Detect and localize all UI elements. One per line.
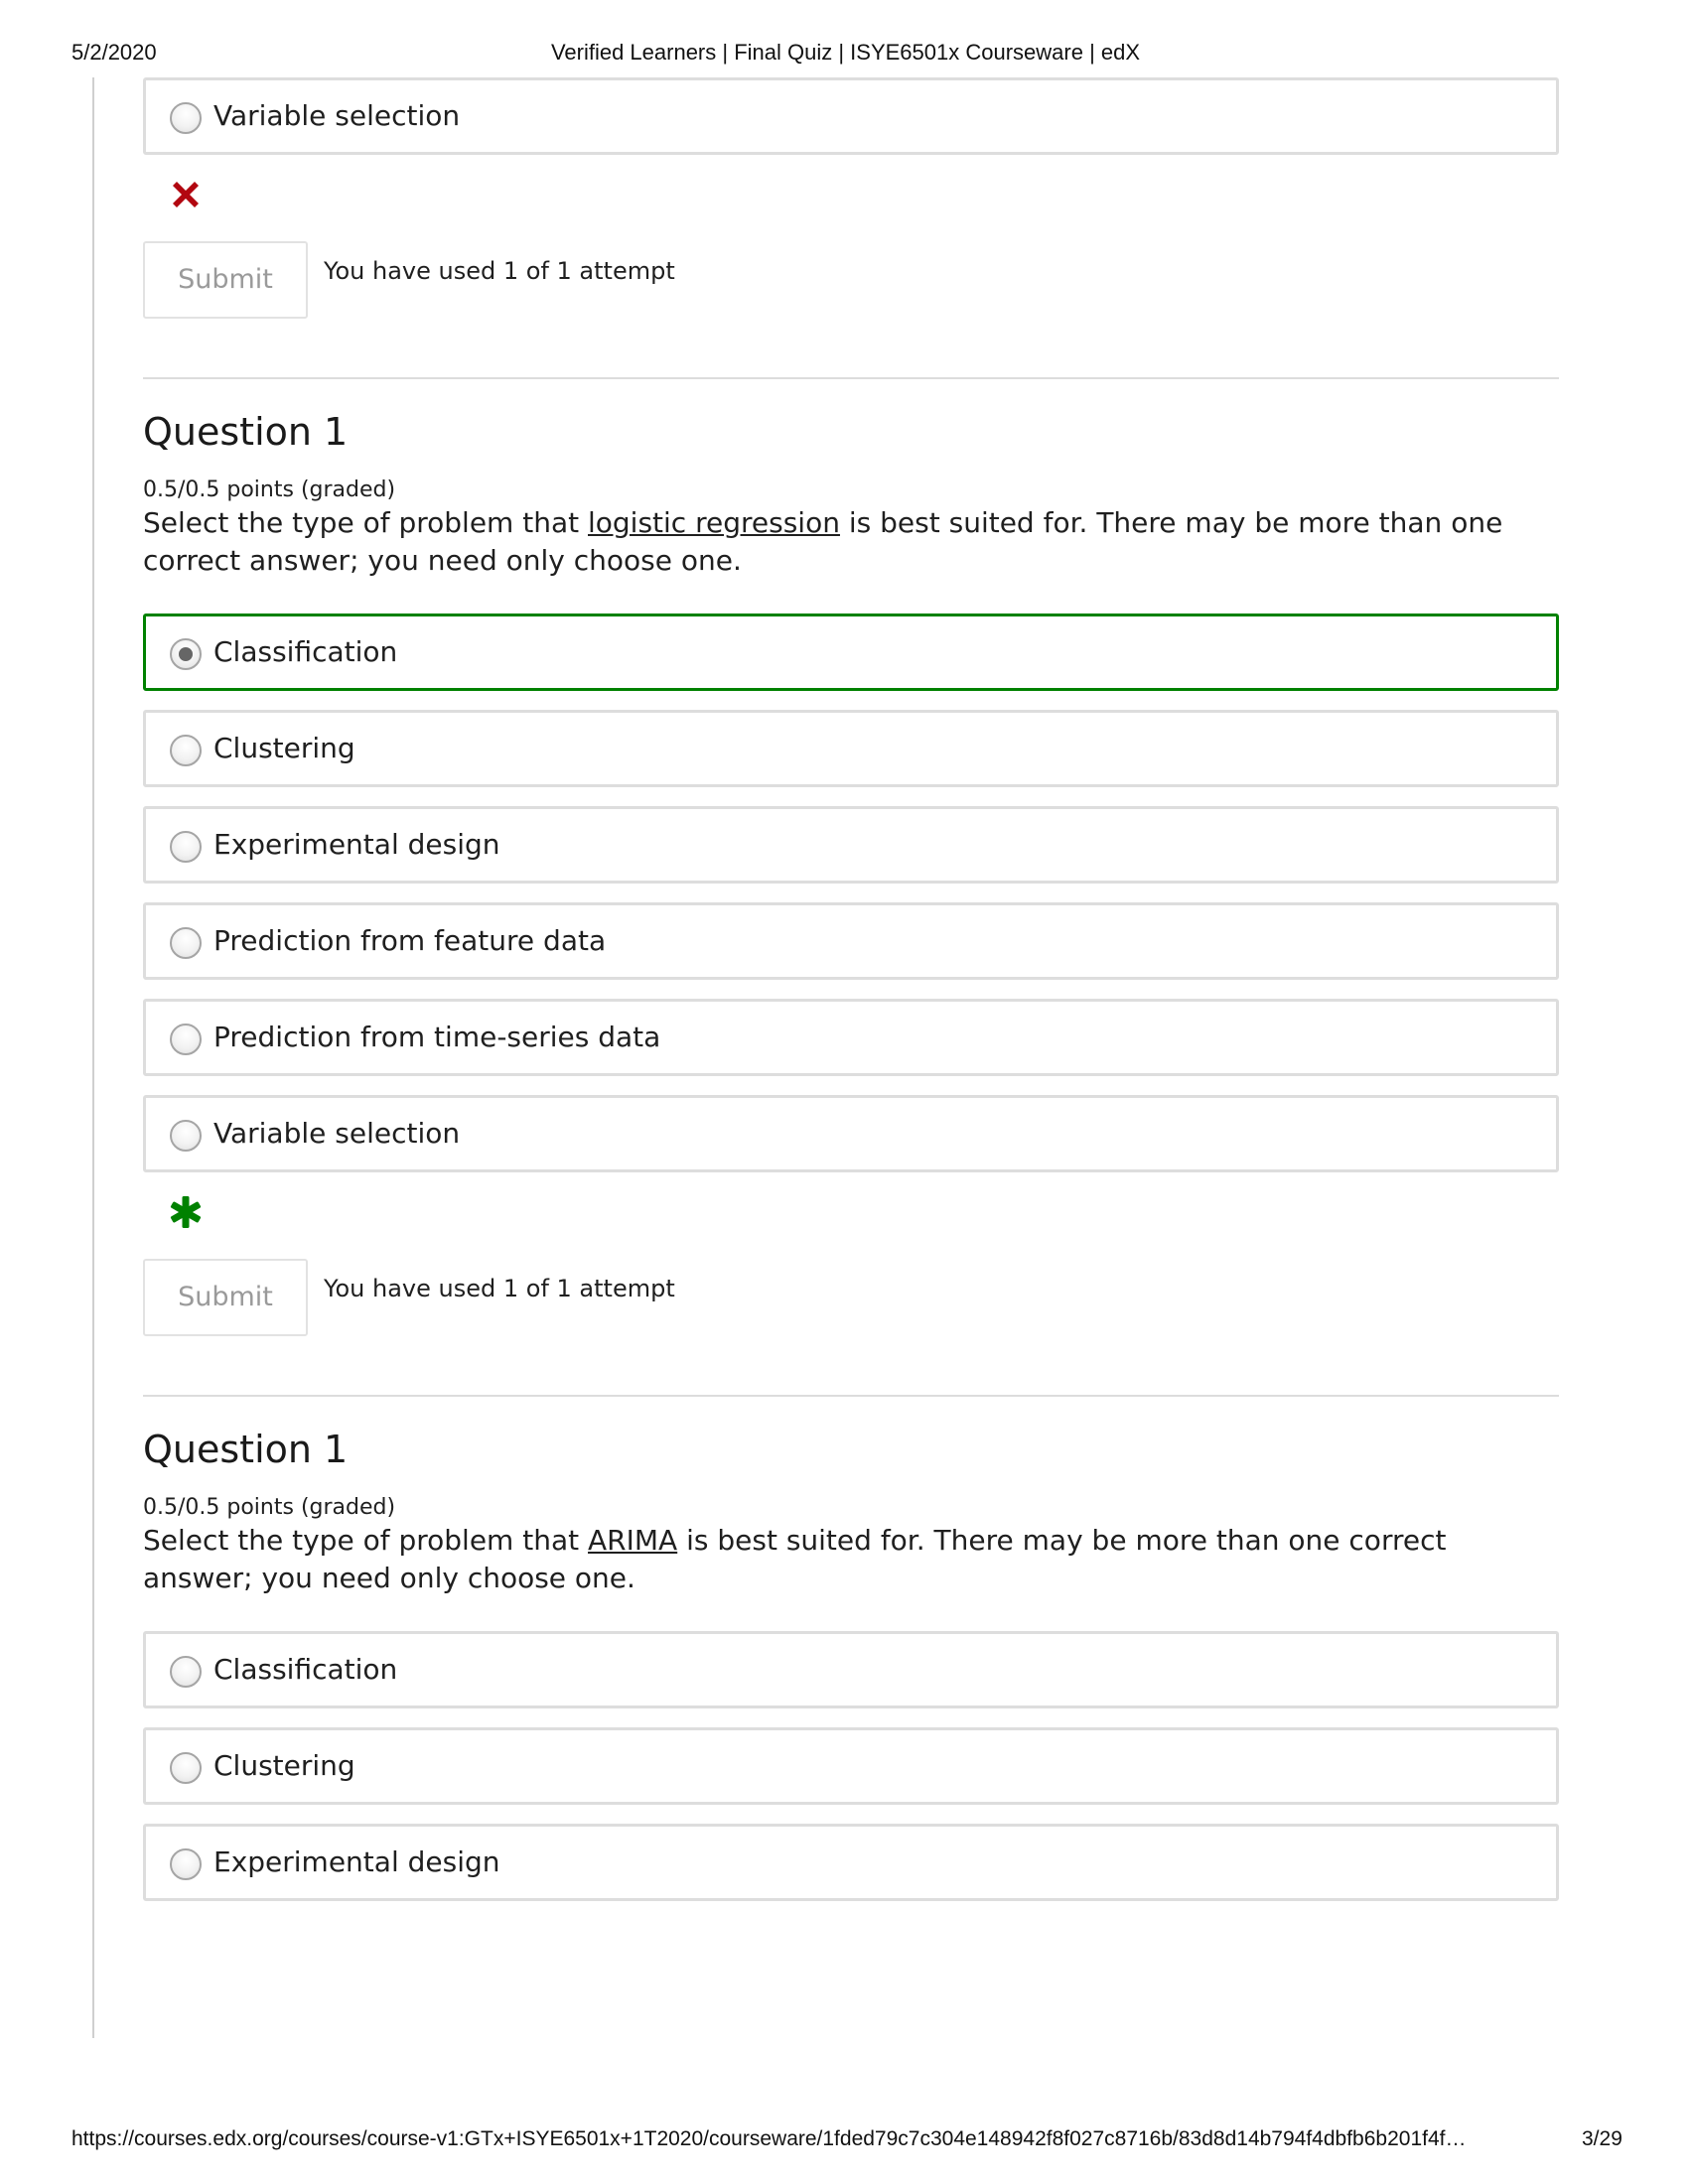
question-heading: Question 1: [143, 410, 349, 454]
option-label: Clustering: [213, 732, 355, 764]
option-prediction-time-series-data[interactable]: [143, 999, 1559, 1076]
question-prompt-before: Select the type of problem that: [143, 506, 588, 539]
print-url: https://courses.edx.org/courses/course-v1:GTx+ISYE6501x+1T2020/courseware/1fded79c7c304e148942f8f027c8716b/83d8d14b794f4dbfb6b201f4f…: [71, 2127, 1467, 2150]
option-label: Classification: [213, 1653, 398, 1686]
question-prompt: [143, 504, 1559, 580]
option-variable-selection[interactable]: [143, 77, 1559, 155]
radio-button[interactable]: [170, 1120, 202, 1152]
print-page-number: 3/29: [1582, 2127, 1622, 2150]
option-label: Classification: [213, 635, 398, 668]
radio-button-selected[interactable]: [170, 638, 202, 670]
attempts-text: You have used 1 of 1 attempt: [324, 1275, 675, 1302]
option-label: Experimental design: [213, 1845, 500, 1878]
radio-button[interactable]: [170, 1752, 202, 1784]
asterisk-icon: [166, 1192, 206, 1232]
option-experimental-design[interactable]: [143, 806, 1559, 884]
question-prompt-after: is best suited for. There may be more than one correct answer; you need only choose one.: [143, 506, 1503, 577]
option-classification[interactable]: [143, 614, 1559, 691]
submit-row: [143, 1259, 1559, 1336]
question-heading: Question 1: [143, 1428, 349, 1471]
attempts-text: You have used 1 of 1 attempt: [324, 257, 675, 285]
option-label: Experimental design: [213, 828, 500, 861]
option-experimental-design[interactable]: [143, 1824, 1559, 1901]
submit-button[interactable]: Submit: [143, 1259, 308, 1336]
question-prompt-term[interactable]: logistic regression: [588, 506, 840, 539]
option-label: Prediction from time-series data: [213, 1021, 661, 1053]
content-left-rule: [92, 77, 94, 2038]
option-clustering[interactable]: [143, 1727, 1559, 1805]
print-footer: [0, 2127, 1691, 2157]
print-page-title: Verified Learners | Final Quiz | ISYE6501x Courseware | edX: [550, 40, 1141, 65]
question-prompt-before: Select the type of problem that: [143, 1524, 588, 1557]
print-date: 5/2/2020: [71, 40, 157, 65]
radio-button[interactable]: [170, 831, 202, 863]
question-points: 0.5/0.5 points (graded): [143, 1495, 396, 1520]
option-prediction-feature-data[interactable]: [143, 902, 1559, 980]
radio-button[interactable]: [170, 1848, 202, 1880]
radio-button[interactable]: [170, 927, 202, 959]
option-clustering[interactable]: [143, 710, 1559, 787]
submit-button[interactable]: Submit: [143, 241, 308, 319]
question-points: 0.5/0.5 points (graded): [143, 478, 396, 502]
radio-button[interactable]: [170, 1656, 202, 1688]
question-prompt: [143, 1522, 1559, 1597]
submit-row: [143, 241, 1559, 319]
question-prompt-term[interactable]: ARIMA: [588, 1524, 678, 1557]
radio-button[interactable]: [170, 735, 202, 766]
option-label: Variable selection: [213, 99, 461, 132]
option-variable-selection[interactable]: [143, 1095, 1559, 1172]
option-label: Clustering: [213, 1749, 355, 1782]
question-prompt-after: is best suited for. There may be more than one correct answer; you need only choose one.: [143, 1524, 1447, 1594]
option-label: Variable selection: [213, 1117, 461, 1150]
option-classification[interactable]: [143, 1631, 1559, 1708]
quiz-content: [143, 77, 1559, 1901]
radio-button[interactable]: [170, 1024, 202, 1055]
option-label: Prediction from feature data: [213, 924, 607, 957]
cross-icon: [166, 175, 206, 214]
print-header: [0, 40, 1691, 69]
radio-button[interactable]: [170, 102, 202, 134]
